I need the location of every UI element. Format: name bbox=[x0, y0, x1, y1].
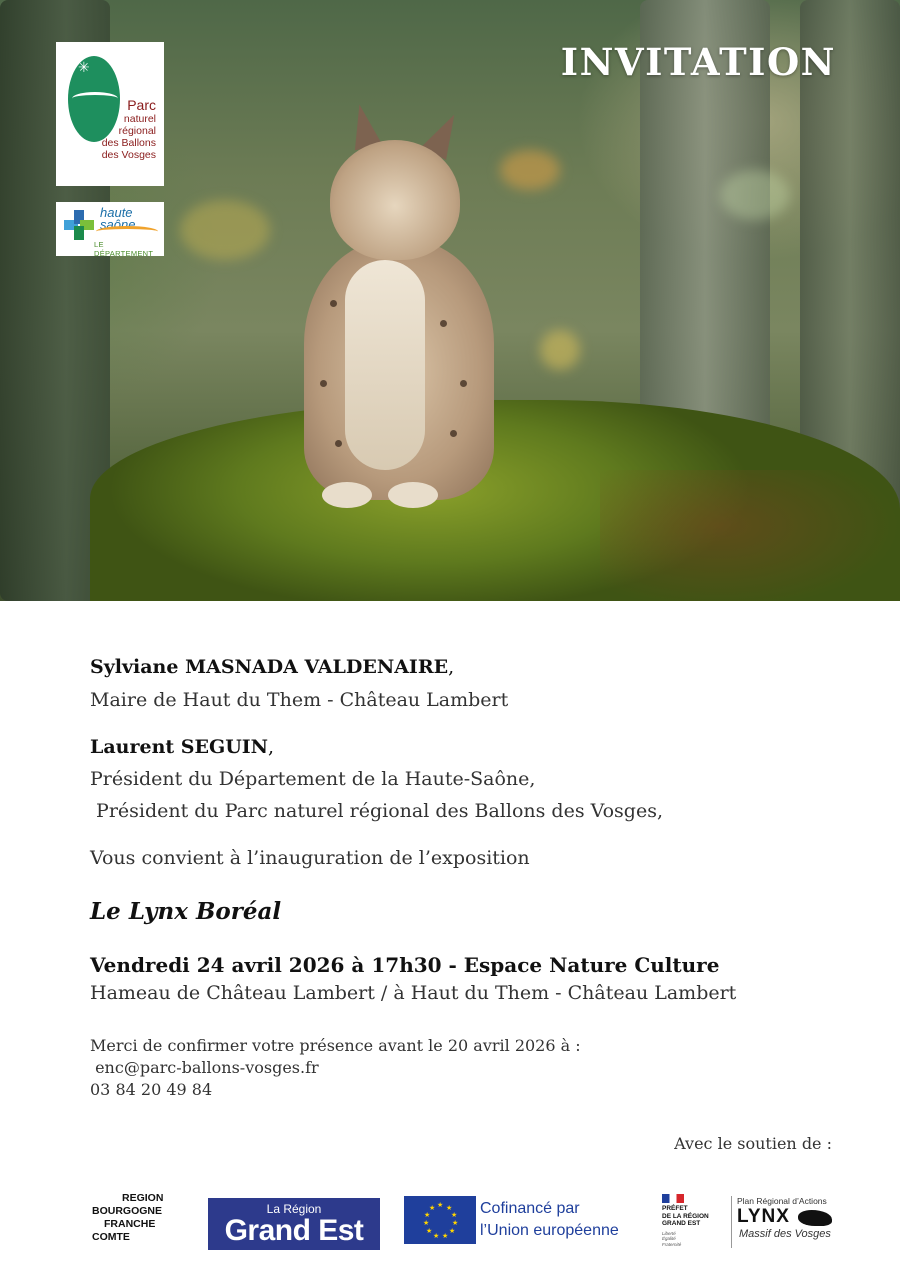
motto-line: Fraternité bbox=[662, 1241, 682, 1247]
eu-star-icon: ★ bbox=[451, 1211, 458, 1219]
bfc-line: BOURGOGNE bbox=[92, 1205, 163, 1217]
parc-line: des Ballons bbox=[101, 137, 156, 149]
parc-line: régional bbox=[118, 125, 156, 137]
host-2-comma: , bbox=[268, 736, 275, 758]
haute-saone-logo bbox=[56, 202, 164, 256]
lynx-paw-left bbox=[322, 482, 372, 508]
hero-photo-lynx bbox=[0, 0, 900, 601]
eu-star-icon: ★ bbox=[437, 1201, 444, 1209]
prefet-text bbox=[662, 1205, 722, 1228]
hs-line1: haute bbox=[100, 205, 133, 220]
eu-star-icon: ★ bbox=[452, 1219, 459, 1227]
parc-line: Parc bbox=[127, 97, 156, 113]
host-2-name-text: Laurent SEGUIN bbox=[90, 736, 269, 758]
region-grand-est-logo bbox=[208, 1198, 380, 1250]
parc-line: naturel bbox=[123, 113, 156, 125]
lynx-chest bbox=[345, 260, 425, 470]
host-2-role-1: Président du Département de la Haute-Saône, bbox=[90, 768, 536, 790]
prefet-line: PRÉFET bbox=[662, 1205, 688, 1212]
sun-star-icon: ✳ bbox=[78, 60, 90, 76]
host-2-name bbox=[90, 736, 274, 758]
lynx-spot bbox=[440, 320, 447, 327]
eu-line2: l’Union européenne bbox=[480, 1222, 619, 1239]
exhibition-title: Le Lynx Boréal bbox=[90, 898, 282, 925]
lynx-spot bbox=[460, 380, 467, 387]
lynx-head bbox=[330, 140, 460, 260]
support-label: Avec le soutien de : bbox=[674, 1134, 832, 1153]
event-date-place: Vendredi 24 avril 2026 à 17h30 - Espace Nature Culture bbox=[90, 953, 720, 977]
swoosh-decoration bbox=[96, 226, 158, 237]
host-1-name-text: Sylviane MASNADA VALDENAIRE bbox=[90, 656, 449, 678]
prefet-motto bbox=[662, 1231, 722, 1248]
grand-est-line1: La Région bbox=[266, 1202, 322, 1216]
host-1-name bbox=[90, 656, 454, 678]
hs-line2: saône bbox=[100, 217, 136, 232]
bfc-line: REGION bbox=[122, 1192, 164, 1204]
eu-flag-icon bbox=[404, 1196, 476, 1244]
invite-line: Vous convient à l’inauguration de l’exposition bbox=[90, 847, 530, 869]
eu-star-icon: ★ bbox=[442, 1232, 449, 1240]
lynx-word: LYNX bbox=[737, 1206, 790, 1227]
motto-line: Liberté bbox=[662, 1230, 676, 1236]
autumn-leaves bbox=[600, 470, 900, 601]
event-address: Hameau de Château Lambert / à Haut du Them - Château Lambert bbox=[90, 982, 737, 1004]
lynx-silhouette-icon bbox=[798, 1210, 832, 1226]
haute-saone-emblem-icon bbox=[64, 210, 94, 240]
bfc-line: FRANCHE bbox=[104, 1218, 156, 1230]
bokeh-light bbox=[180, 200, 270, 260]
haute-saone-dept: LE DÉPARTEMENT bbox=[94, 240, 154, 258]
grand-est-line2: Grand Est bbox=[224, 1214, 364, 1247]
prefet-line: DE LA RÉGION bbox=[662, 1212, 709, 1220]
eu-cofinance-text bbox=[480, 1198, 619, 1242]
parc-ballons-vosges-logo bbox=[56, 42, 164, 186]
region-bfc-logo bbox=[92, 1192, 182, 1252]
host-1-comma: , bbox=[448, 656, 455, 678]
eu-star-icon: ★ bbox=[429, 1204, 436, 1212]
bokeh-light bbox=[500, 150, 560, 190]
lynx-spot bbox=[320, 380, 327, 387]
host-1-role: Maire de Haut du Them - Château Lambert bbox=[90, 689, 509, 711]
parc-logo-text bbox=[86, 98, 156, 161]
lynx-massif-text: Massif des Vosges bbox=[739, 1228, 831, 1240]
bokeh-light bbox=[720, 170, 790, 220]
motto-line: Égalité bbox=[662, 1236, 676, 1241]
eu-star-icon: ★ bbox=[424, 1211, 431, 1219]
rsvp-email[interactable]: enc@parc-ballons-vosges.fr bbox=[90, 1058, 319, 1077]
eu-star-icon: ★ bbox=[423, 1219, 430, 1227]
eu-star-icon: ★ bbox=[433, 1232, 440, 1240]
eu-star-icon: ★ bbox=[446, 1204, 453, 1212]
french-flag-icon bbox=[662, 1194, 684, 1203]
lynx-spot bbox=[330, 300, 337, 307]
prefet-line: GRAND EST bbox=[662, 1220, 701, 1227]
bfc-line: COMTE bbox=[92, 1231, 130, 1243]
parc-line: des Vosges bbox=[101, 149, 156, 161]
lynx-plan-text: Plan Régional d’Actions bbox=[737, 1196, 827, 1206]
rsvp-text: Merci de confirmer votre présence avant le 20 avril 2026 à : bbox=[90, 1036, 581, 1055]
eu-line1: Cofinancé par bbox=[480, 1200, 580, 1217]
lynx-spot bbox=[335, 440, 342, 447]
bokeh-light bbox=[540, 330, 580, 370]
lynx-paw-right bbox=[388, 482, 438, 508]
eu-star-icon: ★ bbox=[449, 1227, 456, 1235]
plan-lynx-logo bbox=[731, 1196, 838, 1248]
host-2-role-2: Président du Parc naturel régional des Ballons des Vosges, bbox=[90, 800, 663, 822]
eu-star-icon: ★ bbox=[426, 1227, 433, 1235]
invitation-heading: INVITATION bbox=[560, 40, 836, 84]
prefet-grand-est-logo bbox=[662, 1194, 722, 1254]
rsvp-phone[interactable]: 03 84 20 49 84 bbox=[90, 1080, 213, 1099]
lynx-spot bbox=[450, 430, 457, 437]
